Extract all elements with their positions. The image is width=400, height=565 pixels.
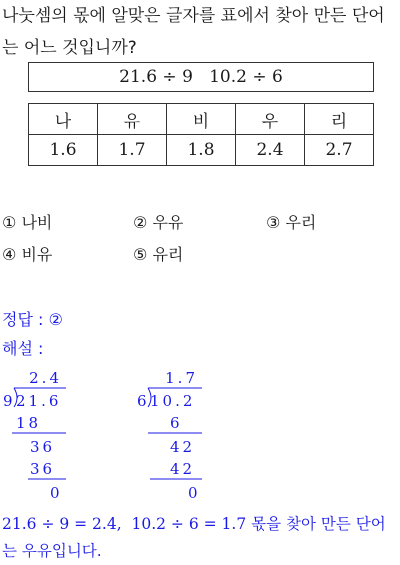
explanation-label: 해설 : [2,339,44,358]
quotient-text: 2.4 [29,369,62,387]
question-text [2,0,398,64]
remainder-2: 0 [50,484,60,502]
choice-number: ① [2,213,17,232]
choice-label: 나비 [21,213,53,232]
choice-label: 유리 [152,245,184,264]
quotient-text: 1.7 [165,369,198,387]
explanation-summary [2,511,398,565]
choice-2[interactable] [133,211,183,235]
remainder-2: 0 [188,484,198,502]
answer-value: ② [48,310,63,329]
choice-4[interactable] [2,243,52,267]
subtract-step-1: 18 [16,414,42,432]
choice-number: ② [133,213,148,232]
choice-label: 우리 [285,213,317,232]
choice-3[interactable] [266,211,316,235]
value-cell: 1.7 [98,135,167,166]
letter-cell: 나 [29,104,98,135]
letter-cell: 우 [236,104,305,135]
value-row [29,135,374,166]
letter-cell: 리 [305,104,374,135]
long-division-1 [0,366,90,506]
question-line-2: 는 어느 것입니까? [2,38,137,58]
answer-label: 정답 : [2,310,44,329]
expressions-box: 21.6 ÷ 9 10.2 ÷ 6 [28,62,374,92]
choice-label: 우유 [152,213,184,232]
subtract-step-1: 6 [170,414,180,432]
value-cell: 1.8 [167,135,236,166]
divisor-text: 6 [137,392,147,410]
choice-number: ⑤ [133,245,148,264]
divisor-text: 9 [3,392,13,410]
choice-1[interactable] [2,211,52,235]
dividend-text: 21.6 [16,392,62,410]
lookup-table [28,103,374,166]
question-line-1: 나눗셈의 몫에 알맞은 글자를 표에서 찾아 만든 단어 [2,6,385,26]
answer-line [2,307,63,333]
choice-5[interactable] [133,243,183,267]
letter-cell: 비 [167,104,236,135]
subtract-step-2: 42 [170,460,196,478]
remainder-1: 36 [30,438,56,456]
dividend-text: 10.2 [150,392,196,410]
remainder-1: 42 [170,438,196,456]
summary-line-2: 는 우유입니다. [2,542,102,560]
long-division-2 [134,366,224,506]
value-cell: 1.6 [29,135,98,166]
choice-label: 비유 [21,245,53,264]
value-cell: 2.7 [305,135,374,166]
letter-row [29,104,374,135]
summary-line-1: 21.6 ÷ 9 = 2.4, 10.2 ÷ 6 = 1.7 몫을 찾아 만든 단어 [2,515,386,533]
value-cell: 2.4 [236,135,305,166]
choice-number: ④ [2,245,17,264]
subtract-step-2: 36 [30,460,56,478]
letter-cell: 유 [98,104,167,135]
choice-number: ③ [266,213,281,232]
